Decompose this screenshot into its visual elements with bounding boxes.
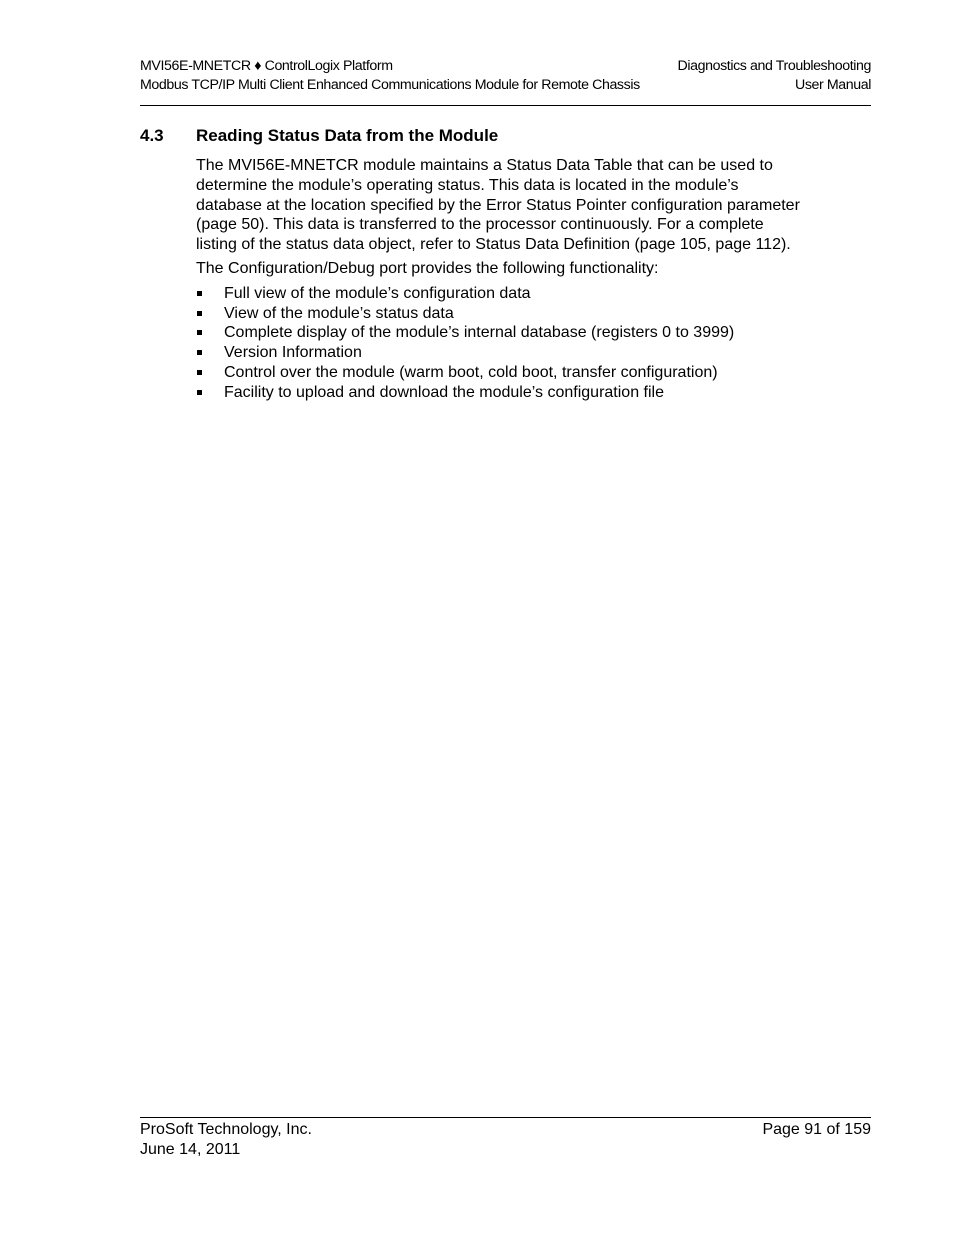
list-item xyxy=(196,304,806,324)
square-bullet-icon xyxy=(197,390,202,395)
footer-page-number: Page 91 of 159 xyxy=(762,1121,871,1138)
footer-row-2 xyxy=(140,1140,871,1160)
header-row-1 xyxy=(140,57,871,76)
functionality-list xyxy=(196,284,806,403)
footer-row-1 xyxy=(140,1120,871,1140)
list-item xyxy=(196,343,806,363)
list-item xyxy=(196,284,806,304)
list-item-text: Version Information xyxy=(224,344,362,362)
header-row-2 xyxy=(140,76,871,95)
list-item xyxy=(196,383,806,403)
section-heading xyxy=(140,125,498,147)
list-item-text: Facility to upload and download the module’s configuration file xyxy=(224,383,664,401)
section-title: Reading Status Data from the Module xyxy=(196,126,499,145)
header-chapter-title: Diagnostics and Troubleshooting xyxy=(677,58,871,74)
section-body xyxy=(196,156,806,403)
page-header xyxy=(140,57,871,106)
list-item-text: Control over the module (warm boot, cold boot, transfer configuration) xyxy=(224,363,718,381)
list-item xyxy=(196,323,806,343)
list-item xyxy=(196,363,806,383)
square-bullet-icon xyxy=(197,311,202,316)
square-bullet-icon xyxy=(197,291,202,296)
list-item-text: Full view of the module’s configuration data xyxy=(224,284,531,302)
list-item-text: Complete display of the module’s internal database (registers 0 to 3999) xyxy=(224,324,735,342)
page-footer xyxy=(140,1117,871,1159)
footer-company: ProSoft Technology, Inc. xyxy=(140,1121,312,1138)
square-bullet-icon xyxy=(197,370,202,375)
square-bullet-icon xyxy=(197,350,202,355)
header-product-subtitle: Modbus TCP/IP Multi Client Enhanced Communications Module for Remote Chassis xyxy=(140,77,640,93)
functionality-intro: The Configuration/Debug port provides the following functionality: xyxy=(196,259,659,277)
header-document-type: User Manual xyxy=(794,77,871,93)
section-number: 4.3 xyxy=(140,126,164,145)
status-data-paragraph: The MVI56E-MNETCR module maintains a Status Data Table that can be used to determine the module’s operating status. This data is located in the module’s database at the location specified by the Error Status Pointer configuration parameter (page 50). This data is transferred to the processor continuously. For a complete listing of the status data object, refer to Status Data Definition (page 105, page 112). xyxy=(196,157,800,254)
footer-date: June 14, 2011 xyxy=(140,1140,241,1158)
square-bullet-icon xyxy=(197,330,202,335)
header-product-title: MVI56E-MNETCR ♦ ControlLogix Platform xyxy=(140,58,393,74)
list-item-text: View of the module’s status data xyxy=(224,304,454,322)
